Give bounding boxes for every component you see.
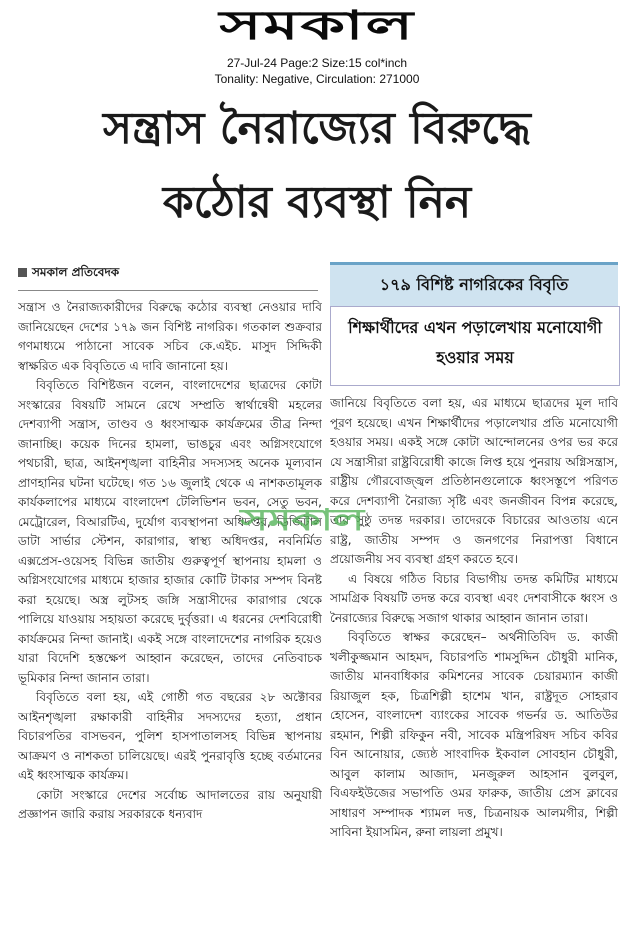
highlight-box-subtitle: শিক্ষার্থীদের এখন পড়ালেখায় মনোযোগী হওয়ার সময়: [348, 318, 602, 367]
byline: [18, 264, 119, 284]
headline-line2: কঠোর ব্যবস্থা নিন: [162, 177, 472, 228]
column2-paragraph-1: জানিয়ে বিবৃতিতে বলা হয়, এর মাধ্যমে ছাত্রদের মূল দাবি পূরণ হয়েছে। এখন শিক্ষার্থীদের পড়ালেখার প্রতি মনোযোগী হওয়ার সময়। একই সঙ্গে কোটা আন্দোলনের ওপর ভর করে যে সন্ত্রাসীরা রাষ্ট্রবিরোধী কাজে লিপ্ত হয়ে পুনরায় অগ্নিসন্ত্রাস, রাষ্ট্রীয় গৌরবোজ্জ্বল প্রতিষ্ঠানগুলোকে ধ্বংসস্তূপে পরিণত করে দেশব্যাপী নৈরাজ্য সৃষ্টি এবং জনজীবন বিপন্ন করেছে, তার সুষ্ঠু তদন্ত দরকার। তাদেরকে বিচারের আওতায় এনে রাষ্ট্র, জাতীয় সম্পদ ও জনগণের নিরাপত্তা বিধানে প্রয়োজনীয় সব ব্যবস্থা গ্রহণ করতে হবে।: [330, 396, 618, 566]
byline-text: সমকাল প্রতিবেদক: [32, 265, 120, 279]
watermark-logo: সমকাল: [240, 503, 365, 538]
newspaper-logo: সমকাল: [219, 3, 415, 49]
highlight-box-subhead: [330, 306, 620, 386]
column1-paragraph-3: বিবৃতিতে বলা হয়, এই গোষ্ঠী গত বছরের ২৮ অক্টোবর আইনশৃঙ্খলা রক্ষাকারী বাহিনীর সদস্যদের হত্যা, প্রধান বিচারপতির বাসভবন, পুলিশ হাসপাতালসহ বিভিন্ন স্থাপনায় আক্রমণ ও নাশকতা চালিয়েছে। এরই পুনরাবৃত্তি হচ্ছে বর্তমানের এই ধ্বংসাত্মক কার্যক্রম।: [18, 690, 322, 782]
highlight-box-title: ১৭৯ বিশিষ্ট নাগরিকের বিবৃতি: [379, 275, 569, 294]
article-column-2: [330, 394, 618, 950]
column1-paragraph-4: কোটা সংস্কারে দেশের সর্বোচ্চ আদালতের রায় অনুযায়ী প্রজ্ঞাপন জারি করায় সরকারকে ধন্যবাদ: [18, 787, 322, 821]
column2-paragraph-2: এ বিষয়ে গঠিত বিচার বিভাগীয় তদন্ত কমিটির মাধ্যমে সামগ্রিক বিষয়টি তদন্ত করে ব্যবস্থা এবং দেশবাসীকে ধ্বংস ও নৈরাজ্যের বিরুদ্ধে সজাগ থাকার আহ্বান জানান তারা।: [330, 571, 618, 625]
article-column-1: [18, 298, 322, 948]
column1-paragraph-2: বিবৃতিতে বিশিষ্টজন বলেন, বাংলাদেশের ছাত্রদের কোটা সংস্কারের বিষয়টি সামনে রেখে সম্প্রতি স্বার্থান্বেষী মহলের দেশব্যাপী সন্ত্রাস, তাণ্ডব ও ধ্বংসাত্মক কার্যক্রমের তীব্র নিন্দা জানাচ্ছি। কয়েক দিনের হামলা, ভাঙচুর এবং অগ্নিসংযোগে পথচারী, ছাত্র, আইনশৃঙ্খলা বাহিনীর সদস্যসহ অনেক মূল্যবান প্রাণহানির ঘটনা ঘটেছে। গত ১৬ জুলাই থেকে এ নাশকতামূলক কার্যকলাপের মাধ্যমে বাংলাদেশ টেলিভিশন ভবন, সেতু ভবন, মেট্রোরেল, বিআরটিএ, দুর্যোগ ব্যবস্থাপনা অধিদপ্তর, ডিজিটাল ডাটা সার্ভার স্টেশন, কারাগার, স্বাস্থ্য অধিদপ্তর, নবনির্মিত এক্সপ্রেস-ওয়েসহ বিভিন্ন জাতীয় গুরুত্বপূর্ণ স্থাপনায় হামলা ও অগ্নিসংযোগের মাধ্যমে হাজার হাজার কোটি টাকার সম্পদ বিনষ্ট করা হয়েছে। অস্ত্র লুটসহ জঙ্গি সন্ত্রাসীদের কারাগার থেকে পালিয়ে যাওয়ায় সহায়তা করেছে দুর্বৃত্তরা। এ ধরনের দেশবিরোধী কার্যক্রমের নিন্দা জানাই। একই সঙ্গে বাংলাদেশের নাগরিক হয়েও যারা বিদেশি হস্তক্ষেপ আহ্বান করেছেন, তাদের নেতিবাচক ভূমিকার নিন্দা জানান তারা।: [18, 378, 322, 685]
clipping-meta-line2: Tonality: Negative, Circulation: 271000: [214, 72, 420, 86]
clipping-meta-line1: 27-Jul-24 Page:2 Size:15 col*inch: [226, 56, 408, 70]
masthead: [0, 0, 634, 52]
byline-square-icon: [18, 268, 27, 277]
column1-paragraph-1: সন্ত্রাস ও নৈরাজ্যকারীদের বিরুদ্ধে কঠোর ব্যবস্থা নেওয়ার দাবি জানিয়েছেন দেশের ১৭৯ জন বিশিষ্ট নাগরিক। গতকাল শুক্রবার গণমাধ্যমে পাঠানো সাবেক সচিব কে.এইচ. মাসুদ সিদ্দিকী স্বাক্ষরিত এক বিবৃতিতে এ দাবি জানানো হয়।: [18, 300, 322, 373]
byline-divider: [18, 290, 318, 291]
headline-line1: সন্ত্রাস নৈরাজ্যের বিরুদ্ধে: [103, 103, 531, 154]
column2-paragraph-3: বিবৃতিতে স্বাক্ষর করেছেন– অর্থনীতিবিদ ড. কাজী খলীকুজ্জমান আহমদ, বিচারপতি শামসুদ্দিন চৌধুরী মানিক, জাতীয় মানবাধিকার কমিশনের সাবেক চেয়ারম্যান কাজী রিয়াজুল হক, চিত্রশিল্পী হাশেম খান, রাষ্ট্রদূত সোহরাব হোসেন, বাংলাদেশ ব্যাংকের সাবেক গভর্নর ড. আতিউর রহমান, শিল্পী রফিকুন নবী, সাবেক মন্ত্রিপরিষদ সচিব কবির বিন আনোয়ার, জ্যেষ্ঠ সাংবাদিক ইকবাল সোবহান চৌধুরী, আবুল কালাম আজাদ, মনজুরুল আহসান বুলবুল, বিএফইউজের সভাপতি ওমর ফারুক, জাতীয় প্রেস ক্লাবের সাধারণ সম্পাদক শ্যামল দত্ত, চিত্রনায়ক আলমগীর, শিল্পী সাবিনা ইয়াসমিন, রুনা লায়লা প্রমুখ।: [330, 630, 618, 839]
highlight-box-header: [330, 262, 618, 309]
